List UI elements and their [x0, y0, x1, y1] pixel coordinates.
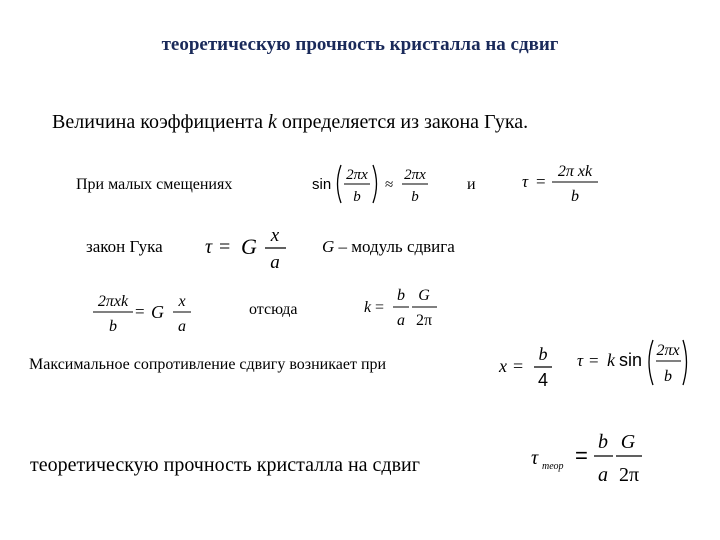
slide-title: теоретическую прочность кристалла на сдвиг: [161, 34, 559, 55]
tau-eq-formula: [522, 157, 602, 207]
tau-symbol: τ: [522, 172, 529, 191]
tau-eq-den: b: [571, 188, 579, 205]
x-condition-lhs: x: [499, 356, 507, 376]
k-result-num1: b: [397, 287, 405, 304]
g-modulus-label: [322, 237, 455, 257]
approx-symbol: ≈: [385, 177, 394, 193]
x-condition-den: 4: [537, 370, 549, 390]
tau-sin-num: 2πx: [656, 342, 680, 359]
tau-theor-num1: b: [598, 431, 608, 453]
x-condition-num: b: [538, 344, 548, 364]
equals-sign: =: [536, 172, 546, 191]
tau-theor-den2: 2π: [618, 464, 640, 486]
sin-approx-den: b: [353, 189, 361, 205]
k-result-den2: 2π: [415, 312, 433, 329]
tau-theor-formula: [531, 424, 646, 490]
hooke-g: G: [241, 234, 257, 259]
intro-text-before: Величина коэффициента: [52, 111, 269, 133]
hooke-den: a: [270, 252, 280, 273]
sin-approx-formula: [312, 158, 437, 210]
and-label: и: [467, 176, 476, 193]
tau-sin-func: sin: [619, 350, 643, 370]
tau-sin-den: b: [664, 368, 672, 385]
tau-sin-formula: [577, 335, 689, 390]
hooke-label: закон Гука: [86, 237, 163, 256]
k-result-equals: =: [375, 299, 385, 316]
tau-theor-sub: теор: [542, 461, 564, 472]
tau-theor-den1: a: [598, 464, 608, 486]
tau-theor-equals: =: [575, 443, 588, 468]
x-condition-formula: [499, 341, 559, 391]
g-symbol: G: [322, 237, 335, 256]
equate-den1: b: [109, 318, 117, 335]
k-result-num2: G: [418, 287, 430, 304]
hence-label: отсюда: [249, 301, 298, 318]
equate-num2: x: [178, 293, 186, 310]
equate-den2: a: [178, 318, 186, 335]
tau-sin-equals: =: [589, 351, 599, 370]
k-result-lhs: k: [364, 299, 372, 316]
intro-text: [52, 111, 528, 134]
tau-sin-k: k: [607, 350, 615, 370]
equate-g: G: [151, 302, 164, 322]
hooke-num: x: [270, 225, 280, 246]
sin-approx-rhs-den: b: [411, 189, 419, 205]
hooke-tau: τ: [205, 236, 213, 258]
tau-eq-num: 2π xk: [557, 163, 593, 180]
hooke-formula: [205, 222, 295, 274]
x-condition-equals: =: [513, 356, 524, 376]
equate-num1: 2πxk: [97, 293, 129, 310]
tau-theor-num2: G: [620, 431, 636, 453]
k-result-formula: [364, 283, 444, 333]
hooke-equals: =: [219, 236, 231, 258]
sin-approx-num: 2πx: [346, 167, 368, 183]
g-modulus-desc: – модуль сдвига: [334, 237, 455, 256]
max-resistance-label: Максимальное сопротивление сдвигу возникает при: [29, 356, 387, 373]
tau-theor-lhs: τ: [531, 447, 539, 469]
tau-sin-lhs: τ: [577, 351, 584, 370]
intro-k-symbol: k: [268, 111, 277, 133]
sin-approx-rhs-num: 2πx: [404, 167, 426, 183]
intro-text-after: определяется из закона Гука.: [276, 111, 529, 133]
bottom-label: теоретическую прочность кристалла на сдвиг: [30, 454, 420, 476]
k-result-den1: a: [397, 312, 405, 329]
sin-func: sin: [312, 176, 332, 193]
equate-equals: =: [135, 302, 145, 321]
small-displacements-label: При малых смещениях: [76, 176, 233, 193]
equate-formula: [91, 287, 196, 337]
